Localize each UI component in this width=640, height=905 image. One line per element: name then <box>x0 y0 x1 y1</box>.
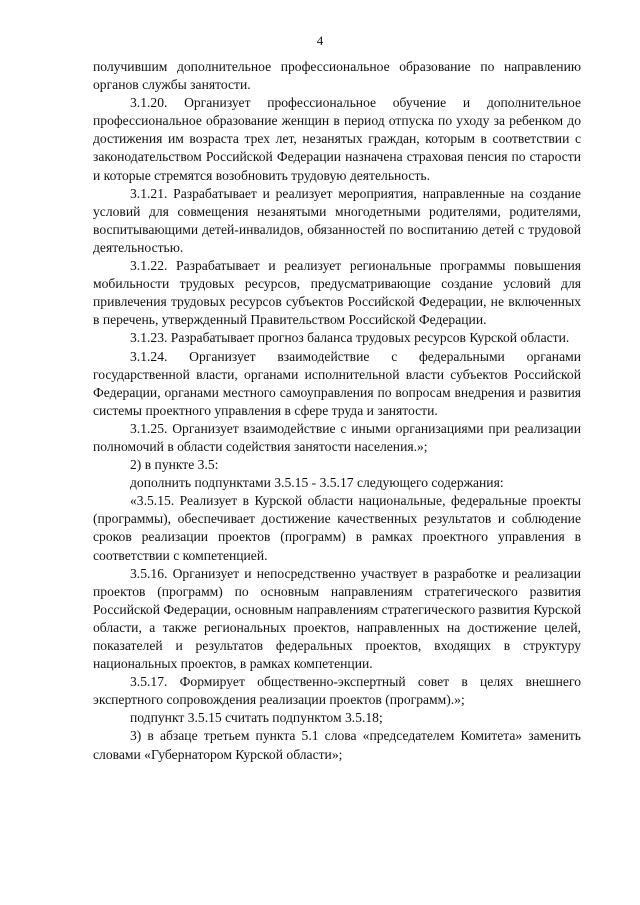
paragraph-add-subitems: дополнить подпунктами 3.5.15 - 3.5.17 следующего содержания: <box>130 475 504 491</box>
paragraph-3-1-20: 3.1.20. Организует профессиональное обучение и дополнительное профессиональное образование женщин в период отпуска по уходу за ребенком до достижения им возраста трех лет, незанятых граждан, которым в соответствии с законодательством Российской Федерации назначена страховая пенсия по старости и которые стремятся возобновить трудовую деятельность. <box>93 95 581 183</box>
paragraph-3-1-23: 3.1.23. Разрабатывает прогноз баланса трудовых ресурсов Курской области. <box>130 330 570 346</box>
paragraph-item-3: 3) в абзаце третьем пункта 5.1 слова «председателем Комитета» заменить словами «Губернатором Курской области»; <box>93 728 581 762</box>
paragraph-item-2: 2) в пункте 3.5: <box>130 457 219 473</box>
paragraph-3-5-17: 3.5.17. Формирует общественно-экспертный совет в целях внешнего экспертного сопровождения реализации проектов (программ).»; <box>93 674 581 708</box>
paragraph-3-1-21: 3.1.21. Разрабатывает и реализует мероприятия, направленные на создание условий для совмещения незанятыми многодетными родителями, родителями, воспитывающими детей-инвалидов, обязанностей по воспитанию детей с трудовой деятельностью. <box>93 185 581 255</box>
page-number: 4 <box>316 33 324 48</box>
paragraph-continuation: получившим дополнительное профессиональное образование по направлению органов службы занятости. <box>93 59 581 93</box>
paragraph-renumber: подпункт 3.5.15 считать подпунктом 3.5.18; <box>130 710 383 726</box>
paragraph-3-5-15: «3.5.15. Реализует в Курской области национальные, федеральные проекты (программы), обеспечивает достижение качественных результатов и соблюдение сроков реализации проектов (программ) в рамках проектного управления в соответствии с компетенцией. <box>93 493 581 563</box>
paragraph-3-1-24: 3.1.24. Организует взаимодействие с федеральными органами государственной власти, органами исполнительной власти субъектов Российской Федерации, органами местного самоуправления по вопросам внедрения и развития системы проектного управления в сфере труда и занятости. <box>93 348 581 418</box>
document-body <box>93 58 581 764</box>
paragraph-3-5-16: 3.5.16. Организует и непосредственно участвует в разработке и реализации проектов (программ) по основным направлениям стратегического развития Российской Федерации, основным направлениям стратегического развития Курской области, а также региональных проектов, направленных на достижение целей, показателей и результатов федеральных проектов, входящих в структуру национальных проектов, в рамках компетенции. <box>93 565 581 672</box>
paragraph-3-1-22: 3.1.22. Разрабатывает и реализует региональные программы повышения мобильности трудовых ресурсов, предусматривающие создание условий для привлечения трудовых ресурсов субъектов Российской Федерации, не включенных в перечень, утвержденный Правительством Российской Федерации. <box>93 258 581 328</box>
paragraph-3-1-25: 3.1.25. Организует взаимодействие с иными организациями при реализации полномочий в области содействия занятости населения.»; <box>93 420 581 454</box>
